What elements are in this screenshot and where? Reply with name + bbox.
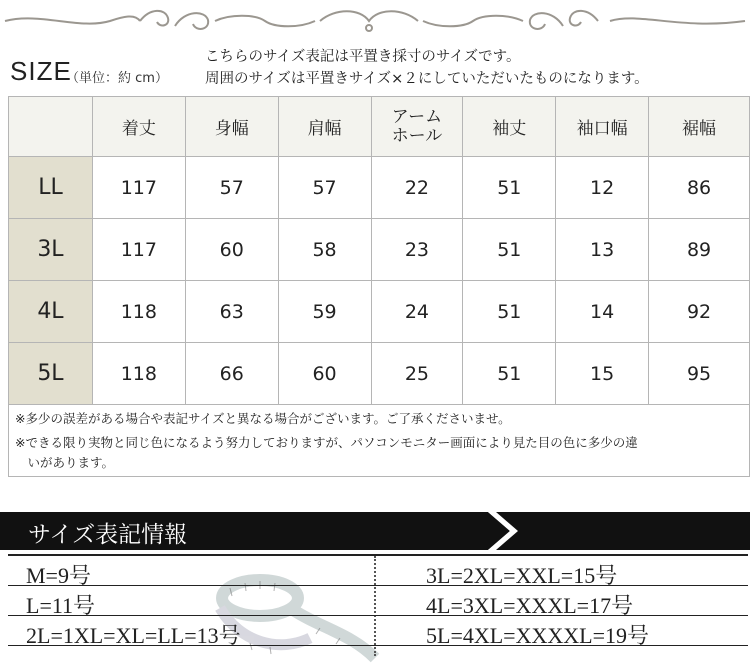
table-cell: 22 <box>371 157 463 219</box>
size-table-corner <box>9 97 93 157</box>
disclaimer-line1: ※多少の誤差がある場合や表記サイズと異なる場合がございます。ご了承くださいませ。 <box>15 411 511 426</box>
table-cell: 92 <box>649 281 750 343</box>
size-equivalence-left: 2L=1XL=XL=LL=13号 <box>26 623 241 648</box>
header-cuff-width: 袖口幅 <box>556 97 649 157</box>
table-cell: 118 <box>92 281 185 343</box>
list-item <box>8 556 748 586</box>
table-row <box>9 157 750 219</box>
table-cell: 58 <box>278 219 371 281</box>
table-cell: 51 <box>463 343 556 405</box>
table-cell: 60 <box>278 343 371 405</box>
table-cell: 59 <box>278 281 371 343</box>
header-length: 着丈 <box>92 97 185 157</box>
header-armhole-line1: アーム <box>391 106 443 127</box>
size-equivalence-left: M=9号 <box>26 563 91 588</box>
disclaimer-notes <box>8 405 750 477</box>
table-cell: 24 <box>371 281 463 343</box>
table-row <box>9 281 750 343</box>
disclaimer-line2: ※できる限り実物と同じ色になるよう努力しておりますが、パソコンモニター画面により見た目の色に多少の違 <box>15 435 638 450</box>
table-cell: 118 <box>92 343 185 405</box>
table-cell: 57 <box>185 157 278 219</box>
table-row <box>9 343 750 405</box>
list-item <box>8 586 748 616</box>
table-cell: 117 <box>92 157 185 219</box>
size-equivalence-left: L=11号 <box>26 593 96 618</box>
table-cell: 95 <box>649 343 750 405</box>
table-cell: 14 <box>556 281 649 343</box>
table-cell: 117 <box>92 219 185 281</box>
table-cell: 66 <box>185 343 278 405</box>
table-cell: 63 <box>185 281 278 343</box>
table-cell: 86 <box>649 157 750 219</box>
table-cell: 15 <box>556 343 649 405</box>
unit-label: （単位：約 cm） <box>66 71 168 86</box>
row-label: 3L <box>9 219 93 281</box>
row-label: 4L <box>9 281 93 343</box>
header-hem-width: 裾幅 <box>649 97 750 157</box>
list-item <box>8 616 748 646</box>
table-cell: 57 <box>278 157 371 219</box>
size-equivalence-right: 3L=2XL=XXL=15号 <box>426 563 618 588</box>
size-equivalence-right: 4L=3XL=XXXL=17号 <box>426 593 634 618</box>
table-cell: 60 <box>185 219 278 281</box>
header-armhole <box>371 97 463 157</box>
header-shoulder-width: 肩幅 <box>278 97 371 157</box>
size-table <box>8 96 750 405</box>
measurement-note-line2: 周囲のサイズは平置きサイズ×２にしていただいたものになります。 <box>205 71 649 87</box>
row-label: 5L <box>9 343 93 405</box>
row-label: LL <box>9 157 93 219</box>
disclaimer-line3: いがあります。 <box>15 455 115 470</box>
measurement-note <box>205 46 649 90</box>
table-cell: 89 <box>649 219 750 281</box>
table-cell: 51 <box>463 281 556 343</box>
size-equivalence-right: 5L=4XL=XXXXL=19号 <box>426 623 649 648</box>
table-cell: 25 <box>371 343 463 405</box>
header-armhole-line2: ホール <box>391 125 443 146</box>
size-table-header-row <box>9 97 750 157</box>
info-title: サイズ表記情報 <box>28 522 188 547</box>
table-cell: 51 <box>463 157 556 219</box>
header-sleeve-length: 袖丈 <box>463 97 556 157</box>
table-cell: 12 <box>556 157 649 219</box>
size-title: SIZE <box>10 56 72 86</box>
size-conversion-table <box>8 556 748 646</box>
measurement-note-line1: こちらのサイズ表記は平置き採寸のサイズです。 <box>205 49 521 65</box>
table-cell: 23 <box>371 219 463 281</box>
table-cell: 13 <box>556 219 649 281</box>
header-body-width: 身幅 <box>185 97 278 157</box>
table-cell: 51 <box>463 219 556 281</box>
decorative-ornament <box>0 4 750 38</box>
table-row <box>9 219 750 281</box>
